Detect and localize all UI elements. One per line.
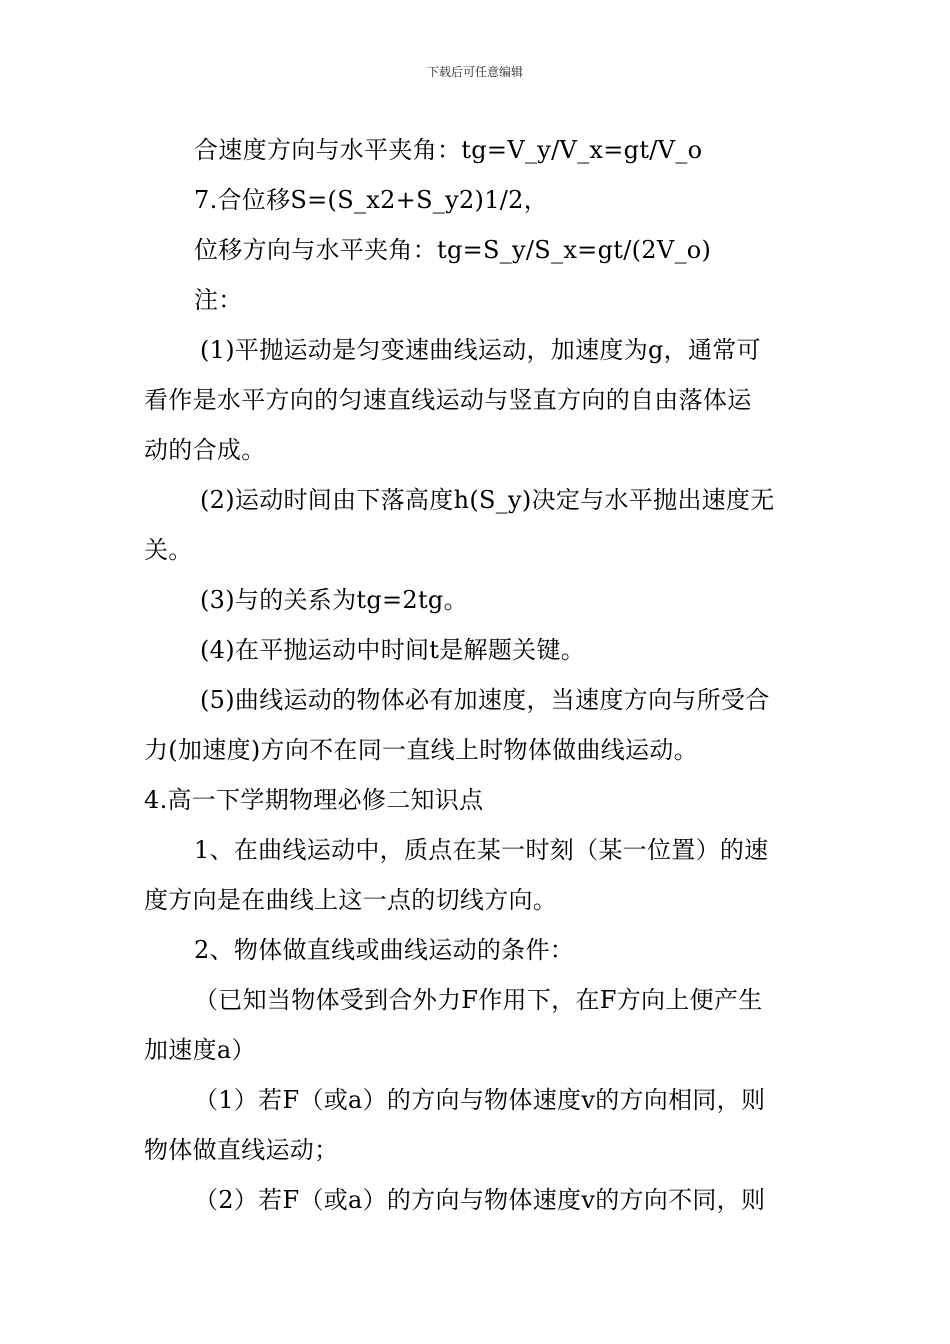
text-line: (4)在平抛运动中时间t是解题关键。 xyxy=(200,636,586,664)
text-line: （1）若F（或a）的方向与物体速度v的方向相同，则 xyxy=(194,1086,766,1114)
text-line: 1、在曲线运动中，质点在某一时刻（某一位置）的速 xyxy=(194,836,769,864)
text-line: 合速度方向与水平夹角：tg=V_y/V_x=gt/V_o xyxy=(194,136,703,164)
text-line: 注： xyxy=(194,286,243,314)
text-line: 2、物体做直线或曲线运动的条件： xyxy=(194,936,575,964)
text-line: （已知当物体受到合外力F作用下，在F方向上便产生 xyxy=(194,986,763,1014)
text-line: (2)运动时间由下落高度h(S_y)决定与水平抛出速度无 xyxy=(200,486,775,514)
text-line: 力(加速度)方向不在同一直线上时物体做曲线运动。 xyxy=(144,736,698,764)
text-line: 位移方向与水平夹角：tg=S_y/S_x=gt/(2V_o) xyxy=(194,236,712,264)
text-line: 加速度a） xyxy=(144,1036,256,1064)
text-line: (3)与的关系为tg=2tg。 xyxy=(200,586,468,614)
text-line: 物体做直线运动； xyxy=(144,1136,339,1164)
text-line: 关。 xyxy=(144,536,193,564)
text-line: (1)平抛运动是匀变速曲线运动，加速度为g，通常可 xyxy=(200,336,761,364)
text-line: 看作是水平方向的匀速直线运动与竖直方向的自由落体运 xyxy=(144,386,752,414)
text-line: 7.合位移S=(S_x2+S_y2)1/2， xyxy=(194,186,549,214)
text-line: (5)曲线运动的物体必有加速度，当速度方向与所受合 xyxy=(200,686,770,714)
page-header: 下载后可任意编辑 xyxy=(426,65,523,79)
text-line: （2）若F（或a）的方向与物体速度v的方向不同，则 xyxy=(194,1186,766,1214)
text-line: 度方向是在曲线上这一点的切线方向。 xyxy=(144,886,558,914)
text-line: 动的合成。 xyxy=(144,436,266,464)
section-heading: 4.高一下学期物理必修二知识点 xyxy=(144,786,484,814)
